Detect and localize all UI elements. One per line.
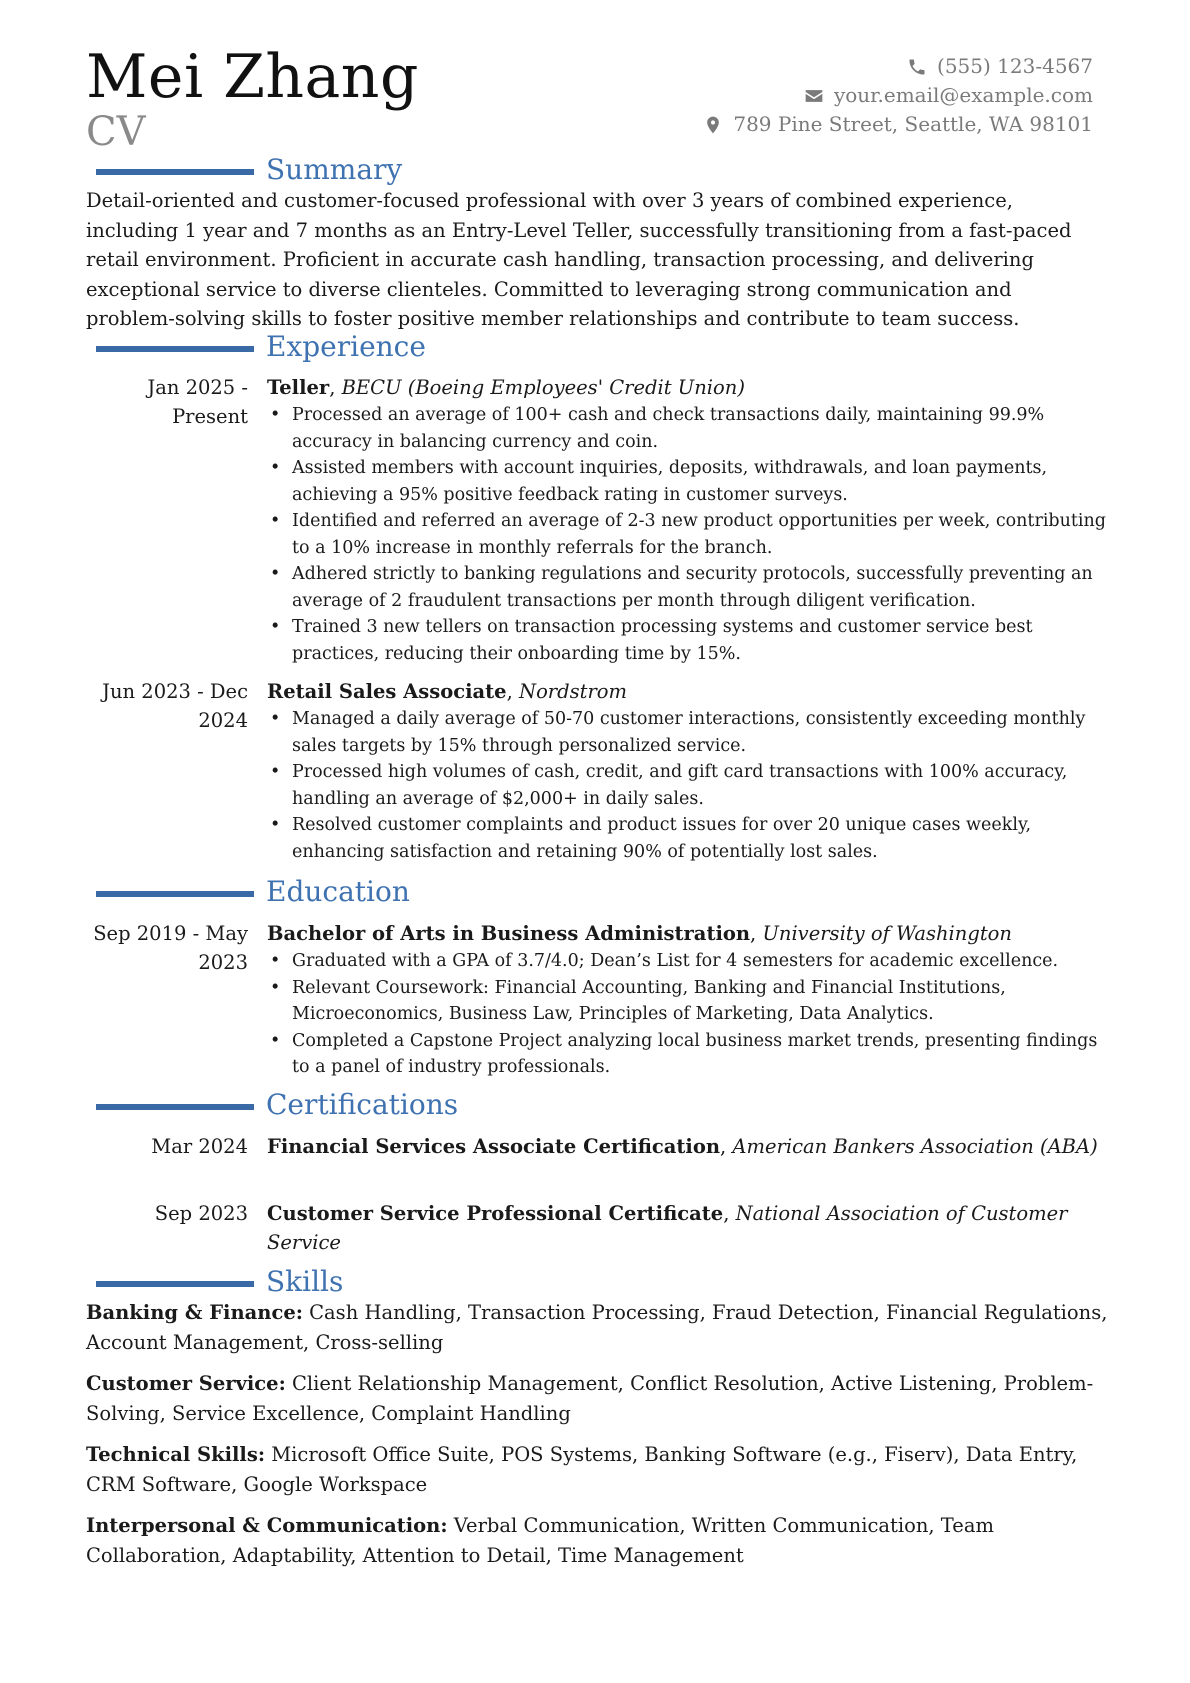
- list-item: • Trained 3 new tellers on transaction processing systems and customer service best practices, reducing their onboarding time by 15%.: [267, 614, 1107, 667]
- section-divider: [96, 891, 254, 897]
- contact-block: [703, 52, 1093, 139]
- list-item: • Assisted members with account inquiries, deposits, withdrawals, and loan payments, achieving a 95% positive feedback rating in customer surveys.: [267, 455, 1107, 508]
- skill-label: Technical Skills:: [86, 1443, 266, 1466]
- skill-values: Client Relationship Management, Conflict Resolution, Active Listening, Problem-Solving, Service Excellence, Complaint Handling: [86, 1372, 1094, 1425]
- contact-address: [703, 110, 1093, 139]
- list-item: • Relevant Coursework: Financial Accounting, Banking and Financial Institutions, Microeconomics, Business Law, Principles of Marketing, Data Analytics.: [267, 975, 1107, 1028]
- entry-title: Customer Service Professional Certificate: [267, 1202, 724, 1225]
- entry-body: [267, 677, 1107, 865]
- entry-heading: Retail Sales Associate, Nordstrom: [267, 680, 628, 703]
- entry-organization: University of Washington: [762, 922, 1012, 945]
- section-title: Summary: [266, 153, 403, 186]
- entry-body: [267, 919, 1107, 1081]
- skill-group-interpersonal: [86, 1511, 1116, 1570]
- list-item: • Processed an average of 100+ cash and check transactions daily, maintaining 99.9% accuracy in balancing currency and coin.: [267, 402, 1107, 455]
- section-divider: [96, 1281, 254, 1287]
- skill-group-customer-service: [86, 1369, 1116, 1428]
- envelope-icon: [804, 86, 824, 106]
- certifications-heading: [96, 1087, 458, 1123]
- education-heading: [96, 874, 410, 910]
- skill-label: Banking & Finance:: [86, 1301, 303, 1324]
- phone-icon: [907, 57, 927, 77]
- section-title: Skills: [266, 1265, 344, 1298]
- summary-text: Detail-oriented and customer-focused professional with over 3 years of combined experience, including 1 year and 7 months as an Entry-Level Teller, successfully transitioning from a fast-paced retail environment. Proficient in accurate cash handling, transaction processing, and delivering exceptional service to diverse clienteles. Committed to leveraging strong communication and problem-solving skills to foster positive member relationships and contribute to team success.: [86, 189, 1072, 330]
- entry-date: Sep 2019 - May 2023: [93, 922, 248, 974]
- section-divider: [96, 346, 254, 352]
- skill-values: Microsoft Office Suite, POS Systems, Banking Software (e.g., Fiserv), Data Entry, CRM Software, Google Workspace: [86, 1443, 1078, 1496]
- document-subtitle: CV: [86, 109, 146, 155]
- phone-number: (555) 123-4567: [937, 54, 1093, 78]
- entry-bullets: [267, 706, 1107, 865]
- skill-label: Customer Service:: [86, 1372, 286, 1395]
- entry-heading: Customer Service Professional Certificate, National Association of Customer Service: [267, 1202, 1068, 1254]
- entry-organization: American Bankers Association (ABA): [732, 1135, 1098, 1158]
- list-item: • Identified and referred an average of 2-3 new product opportunities per week, contributing to a 10% increase in monthly referrals for the branch.: [267, 508, 1107, 561]
- list-item: • Processed high volumes of cash, credit, and gift card transactions with 100% accuracy, handling an average of $2,000+ in daily sales.: [267, 759, 1107, 812]
- list-item: • Managed a daily average of 50-70 customer interactions, consistently exceeding monthly sales targets by 15% through personalized service.: [267, 706, 1107, 759]
- skill-group-banking: [86, 1298, 1116, 1357]
- section-title: Education: [266, 875, 410, 908]
- entry-title: Retail Sales Associate: [267, 680, 507, 703]
- section-divider: [96, 1104, 254, 1110]
- skills-heading: [96, 1264, 343, 1300]
- entry-date: Jan 2025 - Present: [147, 376, 248, 428]
- entry-date: Sep 2023: [154, 1202, 248, 1225]
- entry-bullets: [267, 948, 1107, 1081]
- map-marker-icon: [703, 115, 723, 135]
- skill-label: Interpersonal & Communication:: [86, 1514, 448, 1537]
- entry-organization: BECU (Boeing Employees' Credit Union): [341, 376, 745, 399]
- entry-title: Bachelor of Arts in Business Administration: [267, 922, 751, 945]
- list-item: • Completed a Capstone Project analyzing local business market trends, presenting findings to a panel of industry professionals.: [267, 1028, 1107, 1081]
- entry-date: Jun 2023 - Dec 2024: [102, 680, 248, 732]
- entry-title: Financial Services Associate Certification: [267, 1135, 721, 1158]
- skill-values: Cash Handling, Transaction Processing, Fraud Detection, Financial Regulations, Account Management, Cross-selling: [86, 1301, 1108, 1354]
- email-address: your.email@example.com: [833, 83, 1093, 107]
- entry-heading: Financial Services Associate Certification, American Bankers Association (ABA): [267, 1135, 1098, 1158]
- entry-body: [267, 1199, 1107, 1257]
- entry-title: Teller: [267, 376, 330, 399]
- summary-heading: [96, 152, 402, 188]
- candidate-name: Mei Zhang: [86, 42, 419, 112]
- entry-heading: Bachelor of Arts in Business Administration, University of Washington: [267, 922, 1012, 945]
- section-divider: [96, 169, 254, 175]
- entry-organization: National Association of Customer Service: [267, 1202, 1068, 1254]
- entry-body: [267, 373, 1107, 667]
- contact-phone: [703, 52, 1093, 81]
- street-address: 789 Pine Street, Seattle, WA 98101: [733, 112, 1093, 136]
- section-title: Experience: [266, 330, 426, 363]
- experience-heading: [96, 329, 426, 365]
- list-item: • Graduated with a GPA of 3.7/4.0; Dean’s List for 4 semesters for academic excellence.: [267, 948, 1107, 975]
- list-item: • Adhered strictly to banking regulations and security protocols, successfully preventing an average of 2 fraudulent transactions per month through diligent verification.: [267, 561, 1107, 614]
- entry-body: [267, 1132, 1107, 1161]
- list-item: • Resolved customer complaints and product issues for over 20 unique cases weekly, enhancing satisfaction and retaining 90% of potentially lost sales.: [267, 812, 1107, 865]
- section-title: Certifications: [266, 1088, 459, 1121]
- skills-list: [86, 1298, 1116, 1582]
- entry-date: Mar 2024: [151, 1135, 248, 1158]
- entry-heading: Teller, BECU (Boeing Employees' Credit Union): [267, 376, 745, 399]
- entry-bullets: [267, 402, 1107, 667]
- skill-values: Verbal Communication, Written Communication, Team Collaboration, Adaptability, Attention to Detail, Time Management: [86, 1514, 994, 1567]
- skill-group-technical: [86, 1440, 1116, 1499]
- entry-organization: Nordstrom: [519, 680, 628, 703]
- contact-email: [703, 81, 1093, 110]
